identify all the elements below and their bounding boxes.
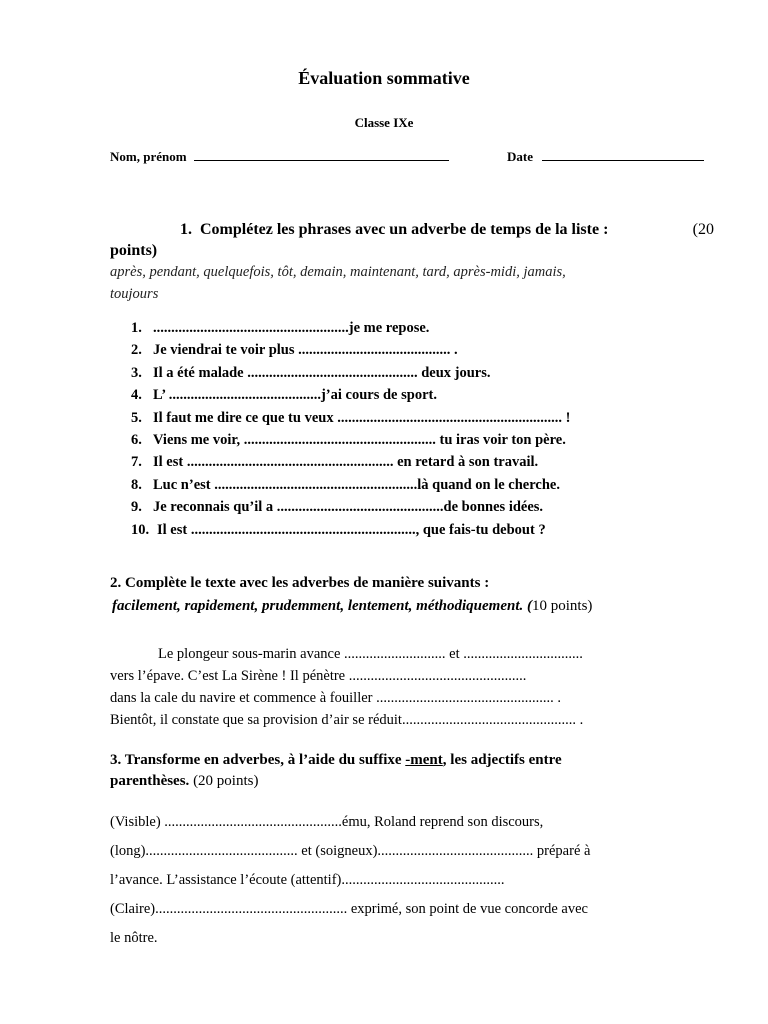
exercise-item[interactable]: 7. Il est ......................................................... en retard à son travail. xyxy=(131,454,539,471)
section2-adverb-list: facilement, rapidement, prudemment, lentement, méthodiquement. (10 points) xyxy=(112,598,593,614)
text-line[interactable]: (Claire)..................................................... exprimé, son point de vue concorde avec xyxy=(110,901,588,917)
date-blank-line[interactable] xyxy=(542,148,704,161)
text-line[interactable]: vers l’épave. C’est La Sirène ! Il pénètre ................................................. xyxy=(110,668,527,684)
exercise-item[interactable]: 1. ......................................................je me repose. xyxy=(131,320,430,336)
name-field-row xyxy=(110,148,449,165)
exercise-item[interactable]: 5. Il faut me dire ce que tu veux .............................................................. ! xyxy=(131,409,571,426)
section1-points-close: points) xyxy=(110,242,158,259)
exercise-item[interactable]: 4. L’ ..........................................j’ai cours de sport. xyxy=(131,387,437,404)
text-line[interactable]: Bientôt, il constate que sa provision d’air se réduit................................................ . xyxy=(110,712,584,728)
word-list-line-1: après, pendant, quelquefois, tôt, demain, maintenant, tard, après-midi, jamais, xyxy=(110,264,566,280)
section1-points-open: (20 xyxy=(692,221,714,238)
text-line[interactable]: (long).......................................... et (soigneux)........................................... préparé à xyxy=(110,843,591,859)
exercise-item[interactable]: 10. Il est .............................................................., que fais-tu debout ? xyxy=(131,521,546,538)
text-line[interactable]: (Visible) .................................................ému, Roland reprend son discours, xyxy=(110,814,544,830)
page-title: Évaluation sommative xyxy=(298,68,470,88)
date-field-row xyxy=(507,148,704,165)
text-line[interactable]: dans la cale du navire et commence à fouiller ................................................. . xyxy=(110,690,561,706)
exercise-item[interactable]: 3. Il a été malade ............................................... deux jours. xyxy=(131,364,491,381)
section2-points: 10 points) xyxy=(531,598,593,614)
exercise-item[interactable]: 8. Luc n’est ........................................................là quand on le cherche. xyxy=(131,476,560,493)
class-label: Classe IXe xyxy=(354,115,414,130)
section1-heading xyxy=(110,219,714,261)
section3-heading-line2: parenthèses. (20 points) xyxy=(110,773,259,789)
section1-number: 1. xyxy=(180,221,192,238)
exercise-item[interactable]: 6. Viens me voir, ..................................................... tu iras voir ton père. xyxy=(131,432,566,448)
section3-heading: 3. Transforme en adverbes, à l’aide du suffixe -ment, les adjectifs entre xyxy=(110,752,562,768)
exercise-item[interactable]: 9. Je reconnais qu’il a ..............................................de bonnes idées. xyxy=(131,499,544,516)
section3-points: (20 points) xyxy=(193,773,259,789)
section2-heading: 2. Complète le texte avec les adverbes de manière suivants : xyxy=(110,575,490,591)
suffix-ment: -ment xyxy=(405,752,443,768)
adverb-word-list xyxy=(110,261,714,305)
section1-title: Complétez les phrases avec un adverbe de temps de la liste : xyxy=(200,221,609,238)
word-list-line-2: toujours xyxy=(110,286,159,302)
date-label: Date xyxy=(507,149,533,164)
name-label: Nom, prénom xyxy=(110,149,187,164)
text-line[interactable]: Le plongeur sous-marin avance ............................ et ................................. xyxy=(158,646,583,662)
exercise-item[interactable]: 2. Je viendrai te voir plus .......................................... . xyxy=(131,342,458,359)
name-blank-line[interactable] xyxy=(194,148,449,161)
text-line[interactable]: l’avance. L’assistance l’écoute (attentif)............................................. xyxy=(110,872,505,888)
text-line: le nôtre. xyxy=(110,930,158,946)
